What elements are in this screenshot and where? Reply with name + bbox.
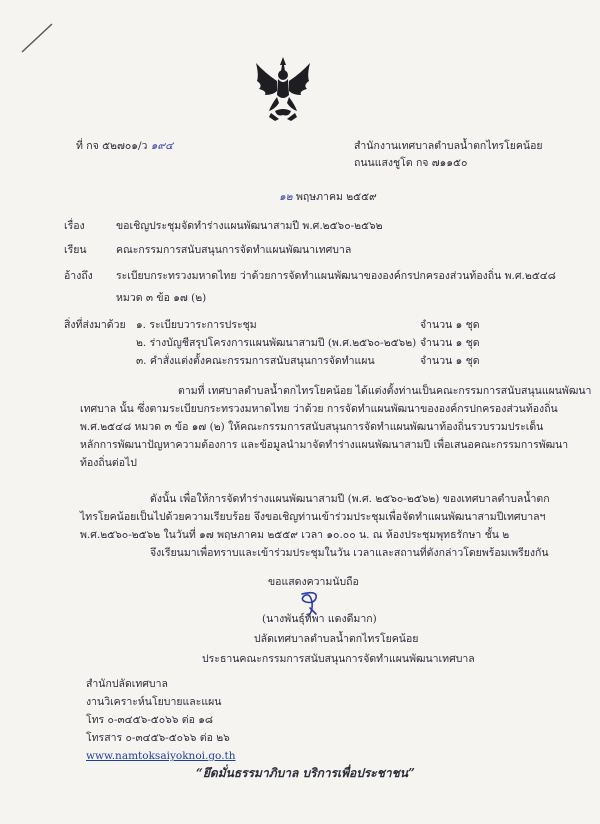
office-name: สำนักงานเทศบาลตำบลน้ำตกไทรโยคน้อย bbox=[354, 140, 543, 152]
ref-number-text: ที่ กจ ๕๒๗๐๑/ว bbox=[76, 140, 148, 152]
enclosure-item-3: ๓. คำสั่งแต่งตั้งคณะกรรมการสนับสนุนการจัดทำแผน bbox=[136, 355, 375, 367]
enclosure-qty-2: จำนวน ๑ ชุด bbox=[420, 337, 480, 349]
pen-stroke-mark bbox=[18, 18, 58, 58]
closing-text: ขอแสดงความนับถือ bbox=[268, 576, 359, 588]
body-p2-line-2: ไทรโยคน้อยเป็นไปด้วยความเรียบร้อย จึงขอเชิญท่านเข้าร่วมประชุมเพื่อจัดทำแผนพัฒนาสามปีเทศบาลฯ bbox=[80, 511, 546, 523]
footer-office: สำนักปลัดเทศบาล bbox=[86, 678, 168, 690]
footer-section: งานวิเคราะห์นโยบายและแผน bbox=[86, 696, 222, 708]
body-p1-line-1: ตามที่ เทศบาลตำบลน้ำตกไทรโยคน้อย ได้แต่งตั้งท่านเป็นคณะกรรมการสนับสนุนแผนพัฒนา bbox=[178, 385, 592, 397]
reference-label: อ้างถึง bbox=[64, 270, 93, 282]
date-handwritten-day: ๑๒ bbox=[279, 191, 293, 203]
to-text: คณะกรรมการสนับสนุนการจัดทำแผนพัฒนาเทศบาล bbox=[116, 244, 352, 256]
body-p1-line-2: เทศบาล นั้น ซึ่งตามระเบียบกระทรวงมหาดไทย ว่าด้วย การจัดทำแผนพัฒนาขององค์กรปกครองส่วนท้องถิ่น bbox=[80, 403, 558, 415]
office-address: ถนนแสงชูโต กจ ๗๑๑๕๐ bbox=[354, 157, 468, 169]
body-p1-line-4: หลักการพัฒนาปัญหาความต้องการ และข้อมูลนำมาจัดทำร่างแผนพัฒนาสามปี เพื่อเสนอคณะกรรมการพัฒนา bbox=[80, 439, 569, 451]
body-p2-line-1: ดังนั้น เพื่อให้การจัดทำร่างแผนพัฒนาสามปี (พ.ศ. ๒๕๖๐-๒๕๖๒) ของเทศบาลตำบลน้ำตก bbox=[150, 493, 550, 505]
footer-tel: โทร ๐-๓๔๕๖-๕๐๖๖ ต่อ ๑๘ bbox=[86, 714, 214, 726]
body-p1-line-3: พ.ศ.๒๕๔๘ หมวด ๓ ข้อ ๑๗ (๒) ให้คณะกรรมการสนับสนุนการจัดทำแผนพัฒนาท้องถิ่นรวบรวมประเด็น bbox=[80, 421, 544, 433]
footer-fax: โทรสาร ๐-๓๔๕๖-๕๐๖๖ ต่อ ๒๖ bbox=[86, 732, 230, 744]
enclosure-qty-1: จำนวน ๑ ชุด bbox=[420, 319, 480, 331]
subject-label: เรื่อง bbox=[64, 220, 85, 232]
signer-name: (นางพันธุ์ทิพา แดงดีมาก) bbox=[262, 613, 377, 625]
enclosure-item-1: ๑. ระเบียบวาระการประชุม bbox=[136, 319, 257, 331]
reference-line-2: หมวด ๓ ข้อ ๑๗ (๒) bbox=[116, 292, 207, 304]
signer-position-1: ปลัดเทศบาลตำบลน้ำตกไทรโยคน้อย bbox=[254, 633, 419, 645]
body-p3: จึงเรียนมาเพื่อทราบและเข้าร่วมประชุมในวัน เวลาและสถานที่ดังกล่าวโดยพร้อมเพรียงกัน bbox=[150, 547, 549, 559]
subject-text: ขอเชิญประชุมจัดทำร่างแผนพัฒนาสามปี พ.ศ.๒๕๖๐-๒๕๖๒ bbox=[116, 220, 383, 232]
date-month-year: พฤษภาคม ๒๕๕๙ bbox=[295, 191, 377, 203]
letter-date bbox=[279, 190, 377, 204]
enclosure-item-2: ๒. ร่างบัญชีสรุปโครงการแผนพัฒนาสามปี (พ.ศ.๒๕๖๐-๒๕๖๒) bbox=[136, 337, 417, 349]
website-link[interactable]: www.namtoksaiyoknoi.go.th bbox=[86, 750, 236, 762]
motto-text: “ยึดมั่นธรรมาภิบาล บริการเพื่อประชาชน” bbox=[196, 766, 415, 780]
reference-line-1: ระเบียบกระทรวงมหาดไทย ว่าด้วยการจัดทำแผนพัฒนาขององค์กรปกครองส่วนท้องถิ่น พ.ศ.๒๕๔๘ bbox=[116, 270, 556, 282]
enclosure-qty-3: จำนวน ๑ ชุด bbox=[420, 355, 480, 367]
enclosures-label: สิ่งที่ส่งมาด้วย bbox=[64, 319, 126, 331]
ref-handwritten-number: ๑๙๔ bbox=[150, 140, 174, 152]
body-p1-line-5: ท้องถิ่นต่อไป bbox=[80, 457, 137, 469]
garuda-emblem-icon bbox=[253, 55, 313, 125]
body-p2-line-3: พ.ศ.๒๕๖๐-๒๕๖๒ ในวันที่ ๑๗ พฤษภาคม ๒๕๕๙ เวลา ๑๐.๐๐ น. ณ ห้องประชุมพุทธรักษา ชั้น ๒ bbox=[80, 529, 510, 541]
reference-number bbox=[76, 139, 173, 153]
to-label: เรียน bbox=[64, 244, 87, 256]
signer-position-2: ประธานคณะกรรมการสนับสนุนการจัดทำแผนพัฒนาเทศบาล bbox=[202, 653, 475, 665]
